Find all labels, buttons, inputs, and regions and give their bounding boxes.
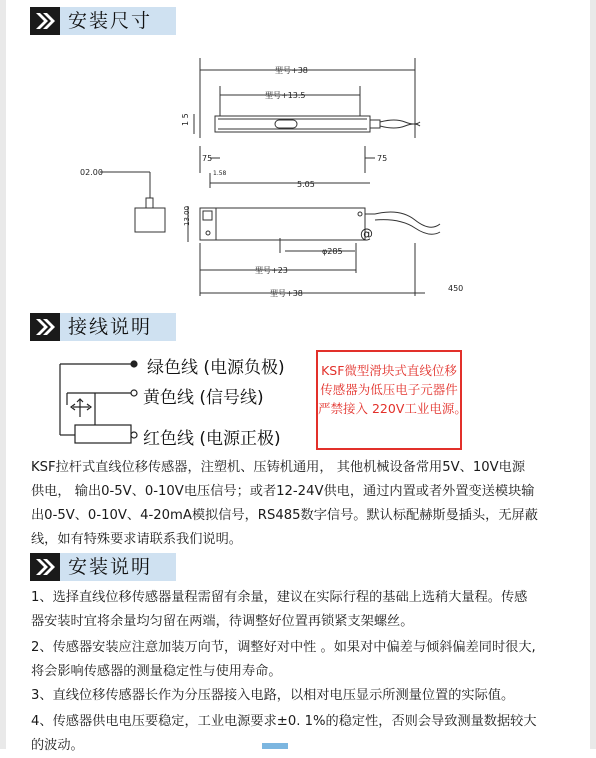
dim-505-label: 5.05 [297, 180, 315, 189]
install-note-3 [31, 684, 571, 708]
product-description [31, 456, 571, 552]
note-line: 4、传感器供电电压要稳定，工业电源要求±0. 1%的稳定性，否则会导致测量数据较大 [31, 714, 537, 729]
double-chevron-icon [30, 553, 60, 581]
wiring-diagram [55, 347, 305, 453]
left-rail [0, 0, 6, 749]
note-line: 器安装时宜将余量均匀留在两端，待调整好位置再锁紧支架螺丝。 [31, 614, 414, 629]
wire-yellow-label: 黄色线 (信号线) [143, 388, 264, 408]
description-line: 出0-5V、0-10V、4-20mA模拟信号，RS485数字信号。默认标配赫斯曼插头，无屏蔽 [31, 508, 538, 523]
dim-right-75-label: 75 [377, 154, 388, 163]
wire-red-label: 红色线 (电源正极) [143, 429, 281, 449]
warning-line: 传感器为低压电子元器件 [320, 382, 458, 397]
double-chevron-icon [30, 7, 60, 35]
bottom-tab-marker [262, 743, 288, 749]
dim-450-label: 450 [448, 284, 464, 293]
note-line: 1、选择直线位移传感器量程需留有余量，建议在实际行程的基础上选稍大量程。传感 [31, 590, 528, 605]
dim-inner-label: 型号+13.5 [265, 91, 306, 100]
dim-bottom-23-label: 型号+23 [255, 266, 288, 275]
double-chevron-icon [30, 313, 60, 341]
note-line: 2、传感器安装应注意加装万向节，调整好对中性 。如果对中偏差与倾斜偏差同时很大, [31, 640, 536, 655]
dim-15-label: 1 5 [181, 113, 190, 126]
dim-top-label: 型号+38 [275, 66, 308, 75]
right-rail [590, 0, 596, 749]
dimension-drawing [60, 48, 520, 308]
note-line: 3、直线位移传感器长作为分压器接入电路，以相对电压显示所测量位置的实际值。 [31, 688, 515, 703]
section-title: 接线说明 [60, 313, 176, 341]
dim-1300-label: 13.00 [183, 205, 191, 226]
dim-0200-label: 02.00 [80, 168, 103, 177]
dim-left-75-label: 75 [202, 154, 213, 163]
warning-line: KSF微型滑块式直线位移 [321, 363, 457, 378]
dim-158-label: 1.58 [213, 170, 227, 177]
description-line: KSF拉杆式直线位移传感器，注塑机、压铸机通用， 其他机械设备常用5V、10V电源 [31, 460, 526, 475]
at-mark: @ [360, 227, 373, 242]
note-line: 将会影响传感器的测量稳定性与使用寿命。 [31, 664, 282, 679]
wire-green-label: 绿色线 (电源负极) [147, 358, 285, 378]
section-title: 安装说明 [60, 553, 176, 581]
section-heading-install-size [30, 7, 176, 35]
description-line: 供电， 输出0-5V、0-10V电压信号；或者12-24V供电，通过内置或者外置变送模块输 [31, 484, 535, 499]
section-heading-wiring [30, 313, 176, 341]
warning-box [316, 350, 467, 450]
install-note-4 [31, 710, 571, 758]
warning-line: 严禁接入 220V工业电源。 [318, 401, 467, 416]
install-note-1 [31, 586, 571, 634]
dim-phi-label: φ285 [322, 247, 343, 256]
description-line: 线，如有特殊要求请联系我们说明。 [31, 532, 242, 547]
section-title: 安装尺寸 [60, 7, 176, 35]
dim-bottom-38-label: 型号+38 [270, 289, 303, 298]
section-heading-install-notes [30, 553, 176, 581]
install-note-2 [31, 636, 571, 684]
note-line: 的波动。 [31, 738, 84, 753]
